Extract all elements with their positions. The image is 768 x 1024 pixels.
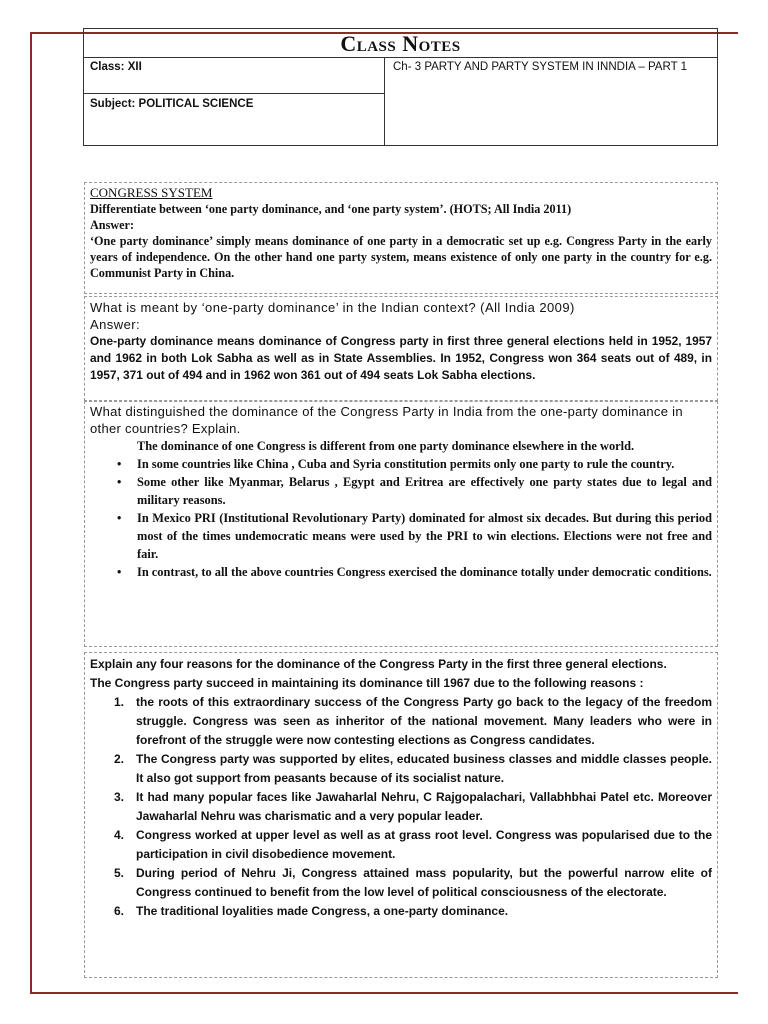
section-distinguished-dominance [84, 401, 718, 647]
bullet-icon: • [117, 457, 122, 471]
list-number: 1. [114, 695, 125, 709]
section-heading: CONGRESS SYSTEM [90, 185, 213, 200]
list-number: 3. [114, 790, 125, 804]
answer-text: One-party dominance means dominance of Congress party in first three general elections held in 1952, 1957 and 1962 in both Lok Sabha as well as in State Assemblies. In 1952, Congress won 364 seats out of 489, in 1957, 371 out of 494 and in 1962 won 361 out of 494 seats Lok Sabha elections. [90, 334, 712, 382]
list-item: • Some other like Myanmar, Belarus , Egypt and Eritrea are effectively one party states due to legal and military reasons. [117, 475, 712, 507]
question-text: What is meant by ‘one-party dominance’ in the Indian context? (All India 2009) [90, 300, 575, 315]
numbered-list [114, 693, 712, 921]
list-number: 6. [114, 904, 125, 918]
answer-label: Answer: [90, 218, 135, 232]
list-item: • In Mexico PRI (Institutional Revolutionary Party) dominated for almost six decades. But during this period most of the times undemocratic means were used by the PRI to win elections. Elections were not free and fair. [117, 511, 712, 561]
list-item: 4. Congress worked at upper level as well as at grass root level. Congress was popularised due to the participation in civil disobedience movement. [114, 828, 712, 861]
list-item: 5. During period of Nehru Ji, Congress attained mass popularity, but the powerful narrow elite of Congress continued to benefit from the low level of political consciousness of the electorate. [114, 866, 712, 899]
answer-label: Answer: [90, 317, 141, 332]
list-number: 2. [114, 752, 125, 766]
list-item: 2. The Congress party was supported by elites, educated business classes and middle classes people. It also got support from peasants because of its socialist nature. [114, 752, 712, 785]
header-left-column [84, 58, 385, 146]
chapter-cell: Ch- 3 PARTY AND PARTY SYSTEM IN INNDIA – PART 1 [393, 61, 687, 73]
section-reasons-dominance [84, 652, 718, 978]
page-border-bottom [30, 992, 738, 994]
subject-cell: Subject: POLITICAL SCIENCE [90, 98, 254, 110]
bullet-icon: • [117, 565, 122, 579]
notes-header-table [83, 28, 718, 146]
list-item: 6. The traditional loyalities made Congress, a one-party dominance. [136, 902, 712, 921]
answer-text: ‘One party dominance’ simply means dominance of one party in a democratic set up e.g. Congress Party in the early years of independence. On the other hand one party system, means existence of only one party in the country for e.g. Communist Party in China. [90, 234, 712, 280]
list-number: 5. [114, 866, 125, 880]
list-item: • In some countries like China , Cuba and Syria constitution permits only one party to rule the country. [117, 457, 675, 471]
list-item: 3. It had many popular faces like Jawaharlal Nehru, C Rajgopalachari, Vallabhbhai Patel etc. Moreover Jawaharlal Nehru was charismatic and a very popular leader. [114, 790, 712, 823]
bullet-list [117, 455, 712, 581]
section-congress-system [84, 182, 718, 294]
list-number: 4. [114, 828, 125, 842]
page-border-left [30, 32, 32, 994]
answer-intro: The dominance of one Congress is different from one party dominance elsewhere in the world. [137, 439, 635, 453]
answer-lead: The Congress party succeed in maintaining its dominance till 1967 due to the following reasons : [90, 676, 644, 690]
section-one-party-dominance [84, 296, 718, 401]
bullet-icon: • [117, 511, 122, 525]
question-text: What distinguished the dominance of the Congress Party in India from the one-party dominance in other countries? Explain. [90, 404, 683, 436]
question-text: Differentiate between ‘one party dominance, and ‘one party system’. (HOTS; All India 2011) [90, 202, 572, 216]
bullet-icon: • [117, 475, 122, 489]
class-cell: Class: XII [84, 58, 384, 94]
list-item: • In contrast, to all the above countries Congress exercised the dominance totally under democratic conditions. [117, 565, 712, 579]
question-text: Explain any four reasons for the dominance of the Congress Party in the first three general elections. [90, 657, 667, 671]
list-item: 1. the roots of this extraordinary success of the Congress Party go back to the legacy of the freedom struggle. Congress was seen as inheritor of the national movement. Many leaders who were in forefront of the struggle were now contesting elections as Congress candidates. [114, 695, 712, 747]
page-title: Class Notes [84, 29, 717, 58]
